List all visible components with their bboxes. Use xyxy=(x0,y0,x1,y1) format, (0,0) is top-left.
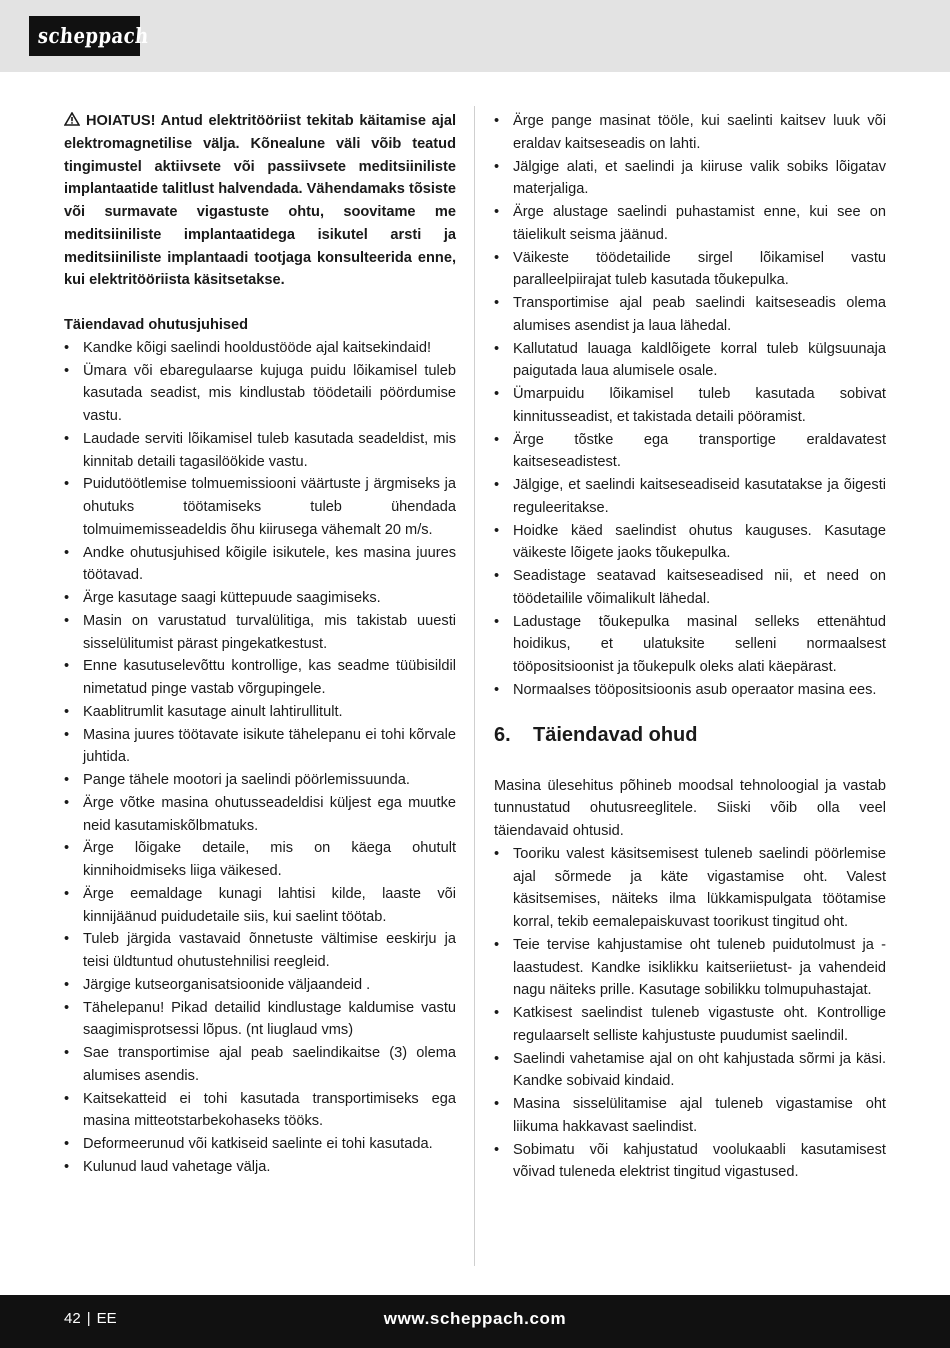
warning-triangle-icon xyxy=(64,112,80,126)
list-item: • Andke ohutusjuhised kõigile isikutele, kes masina juures töötavad. xyxy=(64,544,456,584)
list-item: • Seadistage seatavad kaitseseadised nii, et need on töödetailile võimalikult lähedal. xyxy=(494,568,886,607)
page-footer xyxy=(0,1295,950,1348)
list-item: • Puidutöötlemise tolmuemissiooni väärtuste j ärgmiseks ja ohutuks töötamiseks tuleb ühendada tolmuimemisseadeldis õhu kiirusega vähemalt 20 m/s. xyxy=(64,476,456,538)
website-url: www.scheppach.com xyxy=(383,1309,567,1328)
section-title: Täiendavad ohud xyxy=(533,723,698,746)
list-item: • Masina juures töötavate isikute tähelepanu ei tohi kõrvale juhtida. xyxy=(64,726,456,766)
list-item: • Kaablitrumlit kasutage ainult lahtirullitult. xyxy=(64,703,343,720)
column-divider xyxy=(474,106,475,1266)
list-item: • Ümara või ebaregulaarse kujuga puidu lõikamisel tuleb kasutada seadist, mis kindlustab töödetaili pöördumise vastu. xyxy=(64,362,456,424)
list-item: • Kallutatud lauaga kaldlõigete korral tuleb külgsuunaja paigutada laua alumisele osale. xyxy=(494,340,886,380)
list-item: • Ümarpuidu lõikamisel tuleb kasutada sobivat kinnitusseadist, et takistada detaili pööramist. xyxy=(494,386,886,425)
section-number: 6. xyxy=(494,723,511,746)
warning-text: Antud elektritööriist tekitab käitamise ajal elektromagnetilise välja. Kõnealune väli võib teatud tingimustel aktiivsete või passiivsete meditsiiniliste implantaatide talitlust halvendada. Vähendamaks tõsiste või surmavate vigastuste ohtu, soovitame me meditsiiniliste implantaatidega isikutel arsti ja meditsiiniliste implantaadi tootjaga konsulteerida enne, kui elektritööriista käsitsetakse. xyxy=(64,113,456,289)
section-intro: Masina ülesehitus põhineb moodsal tehnoloogial ja vastab tunnustatud ohutusreeglitele. Siiski võib olla veel täiendavaid ohtusid. xyxy=(494,777,886,839)
list-item: • Järgige kutseorganisatsioonide väljaandeid . xyxy=(64,976,371,993)
list-item: • Kulunud laud vahetage välja. xyxy=(64,1158,271,1175)
safety-list-continued xyxy=(494,110,886,702)
section-heading xyxy=(494,721,886,765)
list-item: • Sae transportimise ajal peab saelindikaitse (3) olema alumises asendis. xyxy=(64,1045,456,1084)
list-item: • Transportimise ajal peab saelindi kaitseseadis olema alumises asendist ja laua lähedal. xyxy=(494,295,886,334)
list-item: • Ärge tõstke ega transportige eraldavatest kaitseseadistest. xyxy=(494,431,886,471)
list-item: • Tähelepanu! Pikad detailid kindlustage kaldumise vastu saagimisprotsessi lõpus. (nt liuglaud vms) xyxy=(64,999,456,1039)
scheppach-logo: scheppach xyxy=(29,16,140,56)
left-column xyxy=(64,110,456,1179)
list-item: • Deformeerunud või katkiseid saelinte ei tohi kasutada. xyxy=(64,1136,433,1152)
list-item: • Kaitsekatteid ei tohi kasutada transportimiseks ega masina mitteotstarbekohaseks tööks. xyxy=(64,1090,456,1130)
page-header xyxy=(0,0,950,72)
list-item: • Ärge lõigake detaile, mis on käega ohutult kinnihoidmiseks liiga väikesed. xyxy=(64,840,456,879)
list-item: • Tooriku valest käsitsemisest tuleneb saelindi pöörlemise ajal sõrmede ja käte vigastamise oht. Valest käsitsemises, näiteks ilma lükkamispulgata töötamise korral, tekib eemalepaiskuvast toorikust tingitud oht. xyxy=(494,845,886,930)
list-item: • Jälgige alati, et saelindi ja kiiruse valik sobiks lõigatav materjaliga. xyxy=(494,158,886,198)
list-item: • Ärge pange masinat tööle, kui saelinti kaitsev luuk või eraldav kaitseseadis on lahti. xyxy=(494,113,886,152)
warning-label: HOIATUS! xyxy=(86,113,156,129)
list-item: • Sobimatu või kahjustatud voolukaabli kasutamisest võivad tuleneda elektrist tingitud vigastused. xyxy=(494,1141,886,1181)
list-item: • Kandke kõigi saelindi hooldustööde ajal kaitsekindaid! xyxy=(64,339,432,356)
list-item: • Ärge võtke masina ohutusseadeldisi küljest ega muutke neid kasutamiskõlbmatuks. xyxy=(64,794,456,834)
risk-list xyxy=(494,843,886,1184)
list-item: • Laudade serviti lõikamisel tuleb kasutada seadeldist, mis kinnitab detaili tagasilöökide vastu. xyxy=(64,430,456,470)
list-item: • Pange tähele mootori ja saelindi pöörlemissuunda. xyxy=(64,772,410,788)
list-item: • Ärge kasutage saagi küttepuude saagimiseks. xyxy=(64,590,381,606)
right-column xyxy=(494,110,886,1184)
footer-separator: | xyxy=(86,1310,91,1327)
language-code: EE xyxy=(96,1310,117,1327)
list-item: • Tuleb järgida vastavaid õnnetuste vältimise eeskirju ja teisi üldtuntud ohutustehnilisi reegleid. xyxy=(64,931,456,970)
list-item: • Ärge alustage saelindi puhastamist enne, kui see on täielikult seisma jäänud. xyxy=(494,204,886,243)
list-item: • Jälgige, et saelindi kaitseseadiseid kasutatakse ja õigesti reguleeritakse. xyxy=(494,477,886,516)
page-number: 42 xyxy=(64,1310,81,1327)
list-item: • Teie tervise kahjustamise oht tuleneb puidutolmust ja -laastudest. Kandke isiklikku kaitseriietust- ja vahendeid nagu näiteks prille. Kasutage sobilikku tolmupuhastajat. xyxy=(494,936,886,999)
safety-subheading: Täiendavad ohutusjuhised xyxy=(64,317,249,333)
list-item: • Ärge eemaldage kunagi lahtisi kilde, laaste või kinnijäänud puidudetaile siis, kui saelint töötab. xyxy=(64,885,456,925)
list-item: • Enne kasutuselevõttu kontrollige, kas seadme tüübisildil nimetatud pinge vastab võrgupingele. xyxy=(64,658,456,697)
list-item: • Masin on varustatud turvalülitiga, mis takistab uuesti sisselülitumist pärast pingekatkestust. xyxy=(64,612,456,652)
list-item: • Saelindi vahetamise ajal on oht kahjustada sõrmi ja käsi. Kandke sobivaid kindaid. xyxy=(494,1050,886,1090)
list-item: • Hoidke käed saelindist ohutus kauguses. Kasutage väikeste lõigete jaoks tõukepulka. xyxy=(494,522,886,562)
list-item: • Katkisest saelindist tuleneb vigastuste oht. Kontrollige regulaarselt selliste kahjustuste puudumist saelindil. xyxy=(494,1005,886,1044)
list-item: • Normaalses tööpositsioonis asub operaator masina ees. xyxy=(494,681,877,698)
warning-paragraph xyxy=(64,110,456,292)
list-item: • Ladustage tõukepulka masinal selleks ettenähtud hoidikus, et ulatuksite selleni normaalsest tööpositsioonist ja tõukepulk oleks alati käepärast. xyxy=(494,613,886,675)
safety-list xyxy=(64,337,456,1179)
list-item: • Masina sisselülitamise ajal tuleneb vigastamise oht liikuma hakkavast saelindist. xyxy=(494,1096,886,1135)
list-item: • Väikeste töödetailide sirgel lõikamisel vastu paralleelpiirajat tuleb kasutada tõukepulka. xyxy=(494,249,886,289)
